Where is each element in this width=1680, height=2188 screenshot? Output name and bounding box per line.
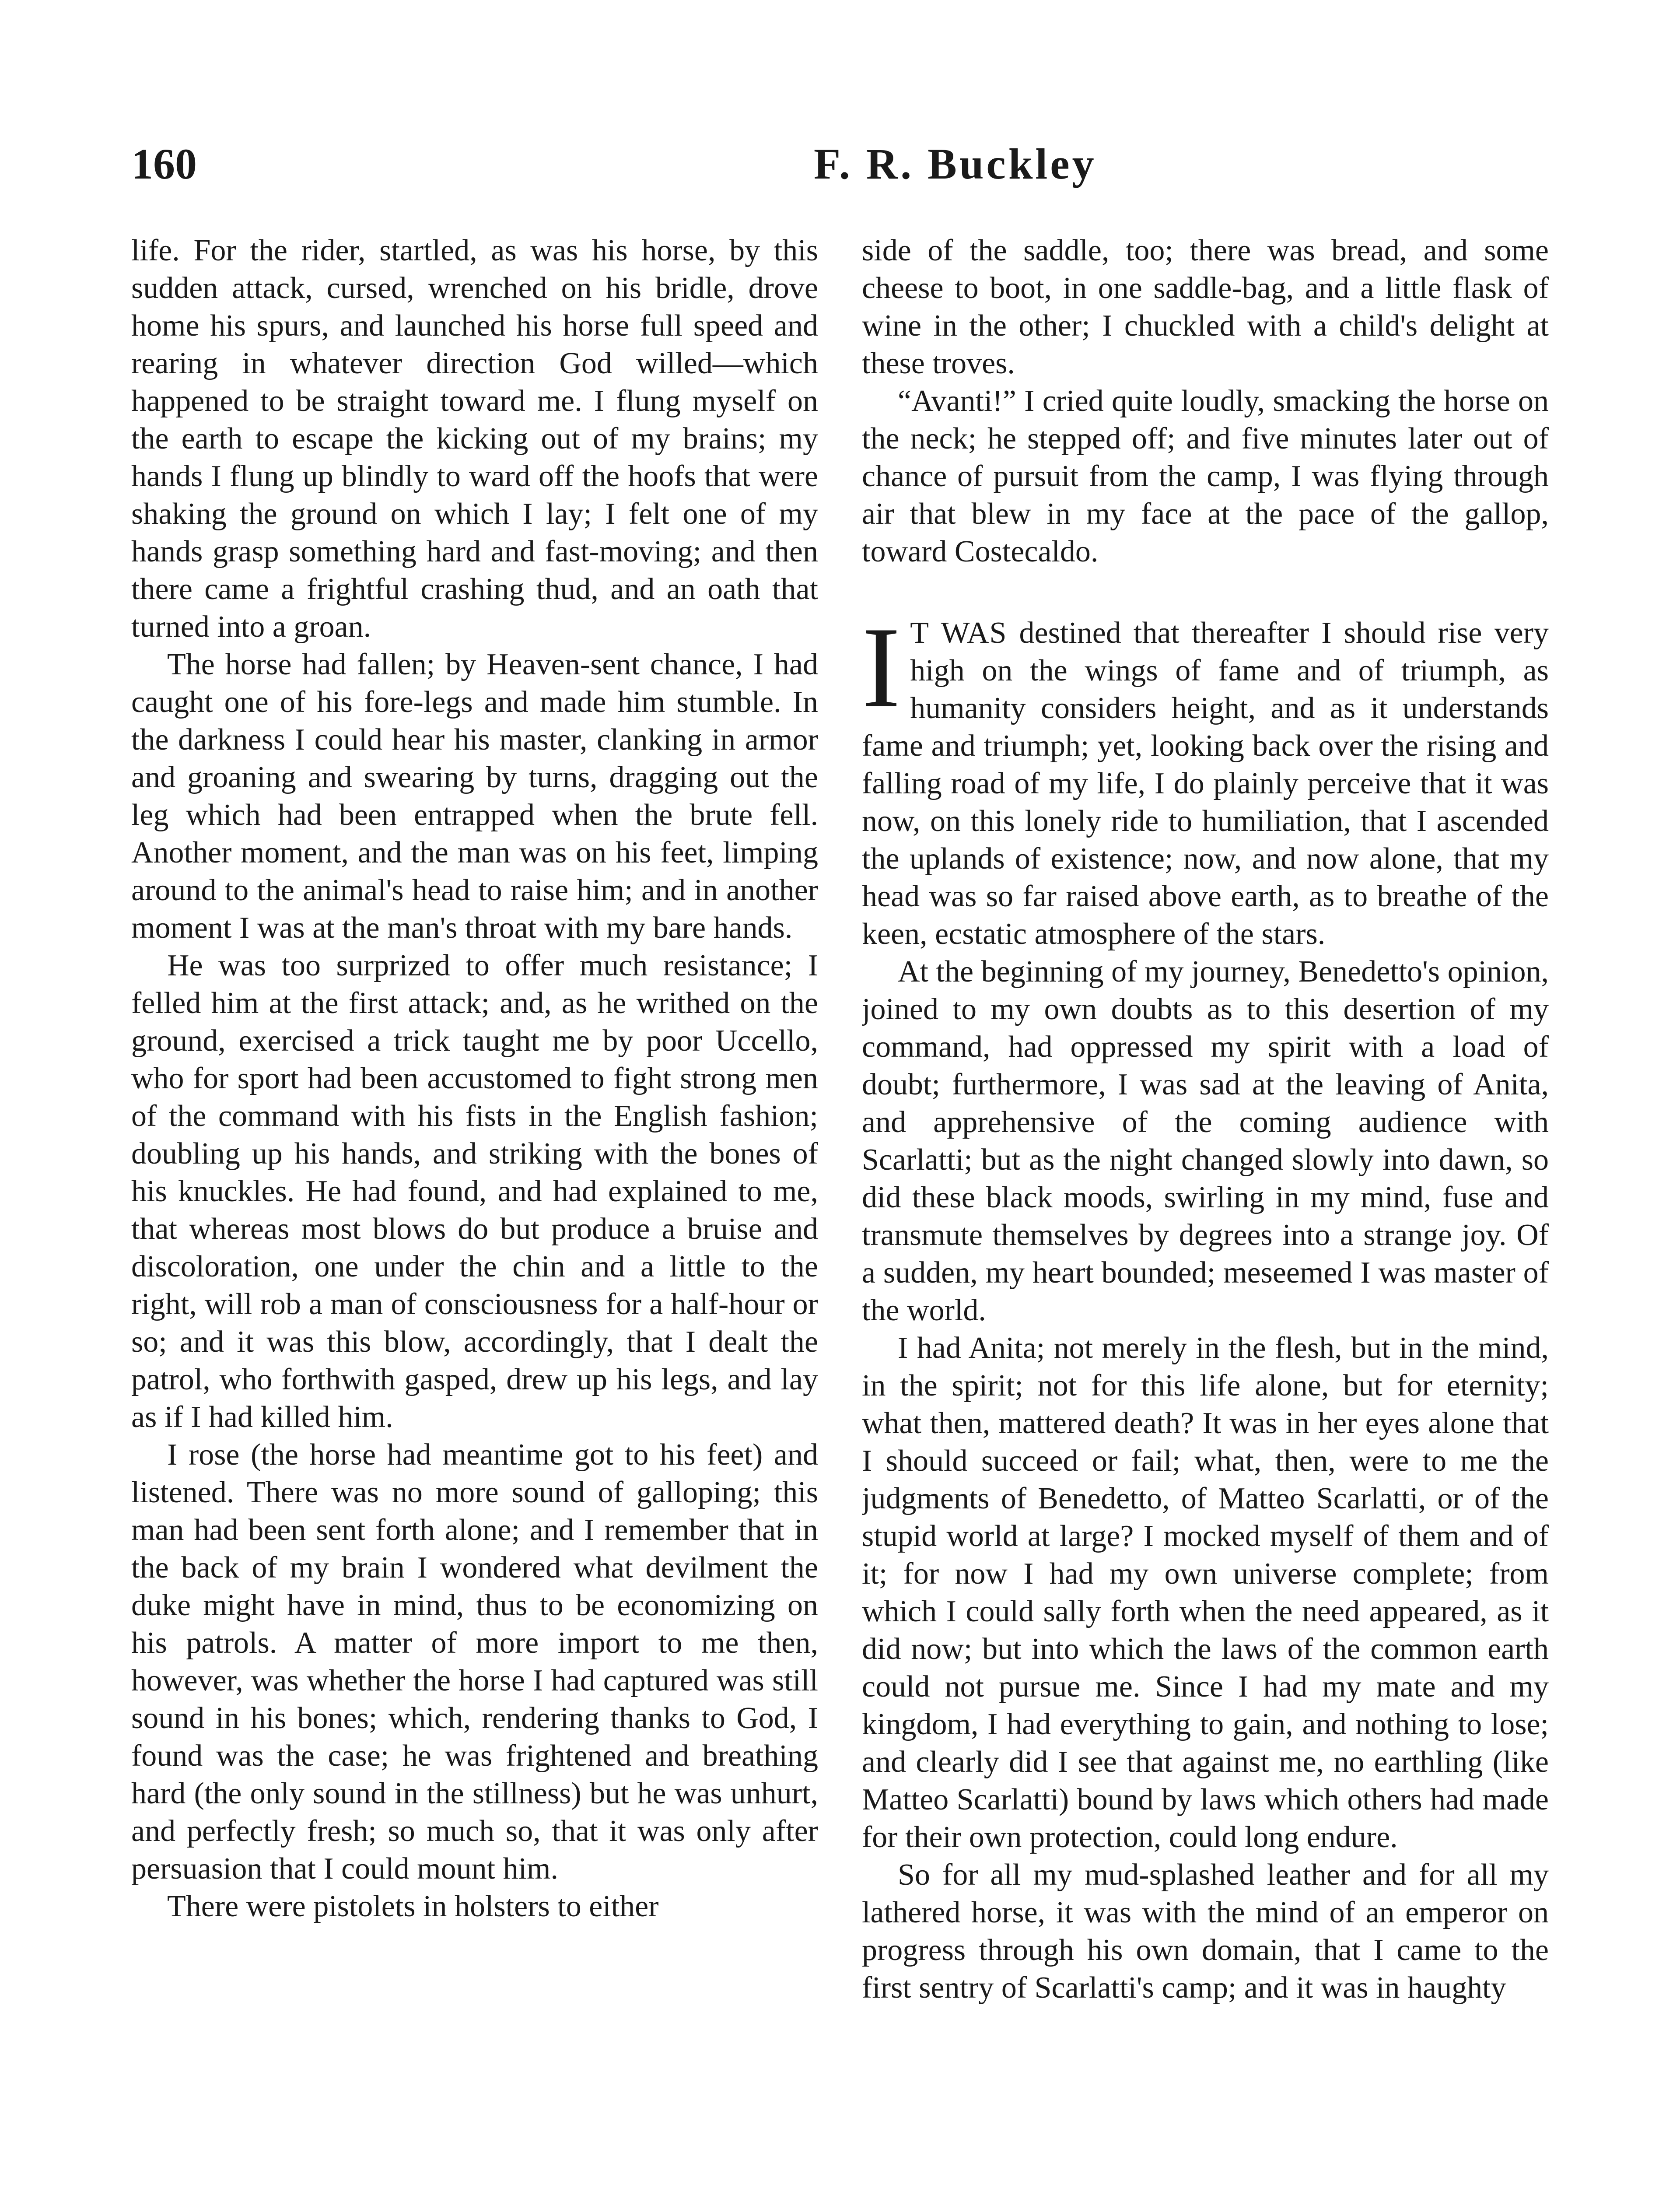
drop-cap-paragraph xyxy=(862,603,1549,953)
paragraph: side of the saddle, too; there was bread, and some cheese to boot, in one saddle-bag, and a little flask of wine in the other; I chuckled with a child's delight at these troves. xyxy=(862,234,1549,380)
drop-cap-paragraph-text: destined that thereafter I should rise very high on the wings of fame and of triumph, as humanity considers height, and as it understands fame and triumph; yet, looking back over the rising and falling road of my life, I do plainly perceive that it was now, on this lonely ride to humiliation, that I ascended the uplands of existence; now, and now alone, that my head was so far raised above earth, as to breathe of the keen, ecstatic atmosphere of the stars. xyxy=(862,616,1549,951)
paragraph: I had Anita; not merely in the flesh, but in the mind, in the spirit; not for this life alone, but for eternity; what then, mattered death? It was in her eyes alone that I should succeed or fail; what, then, were to me the judgments of Benedetto, of Matteo Scarlatti, or of the stupid world at large? I mocked myself of them and of it; for now I had my own universe complete; from which I could sally forth when the need appeared, as it did now; but into which the laws of the common earth could not pursue me. Since I had my mate and my kingdom, I had everything to gain, and nothing to lose; and clearly did I see that against me, no earthling (like Matteo Scarlatti) bound by laws which others had made for their own protection, could long endure. xyxy=(862,1331,1549,1854)
paragraph: So for all my mud-splashed leather and for all my lathered horse, it was with the mind of an emperor on progress through his own domain, that I came to the first sentry of Scarlatti's camp; and it was in haughty xyxy=(862,1858,1549,2005)
running-head-author: F. R. Buckley xyxy=(814,140,1097,188)
paragraph: I rose (the horse had meantime got to his feet) and listened. There was no more sound of galloping; this man had been sent forth alone; and I remember that in the back of my brain I wondered what devilment the duke might have in mind, thus to be economizing on his patrols. A matter of more import to me then, however, was whether the horse I had captured was still sound in his bones; which, rendering thanks to God, I found was the case; he was frightened and breathing hard (the only sound in the stillness) but he was unhurt, and perfectly fresh; so much so, that it was only after persuasion that I could mount him. xyxy=(131,1438,818,1886)
paragraph: The horse had fallen; by Heaven-sent chance, I had caught one of his fore-legs and made him stumble. In the darkness I could hear his master, clanking in armor and groaning and swearing by turns, dragging out the leg which had been entrapped when the brute fell. Another moment, and the man was on his feet, limping around to the animal's head to raise him; and in another moment I was at the man's throat with my bare hands. xyxy=(131,648,818,945)
drop-cap-letter: I xyxy=(862,603,901,732)
left-text-column xyxy=(131,232,818,2188)
paragraph: He was too surprized to offer much resistance; I felled him at the first attack; and, as he writhed on the ground, exercised a trick taught me by poor Uccello, who for sport had been accustomed to fight strong men of the command with his fists in the English fashion; doubling up his hands, and striking with the bones of his knuckles. He had found, and had explained to me, that whereas most blows do but produce a bruise and discoloration, one under the chin and a little to the right, will rob a man of consciousness for a half-hour or so; and it was this blow, accordingly, that I dealt the patrol, who forthwith gasped, drew up his legs, and lay as if I had killed him. xyxy=(131,949,818,1434)
page-number: 160 xyxy=(131,140,197,188)
section-break xyxy=(862,571,1549,614)
paragraph: At the beginning of my journey, Benedetto's opinion, joined to my own doubts as to this desertion of my command, had oppressed my spirit with a load of doubt; furthermore, I was sad at the leaving of Anita, and apprehensive of the coming audience with Scarlatti; but as the night changed slowly into dawn, so did these black moods, swirling in my mind, fuse and transmute themselves by degrees into a strange joy. Of a sudden, my heart bounded; meseemed I was master of the world. xyxy=(862,955,1549,1327)
small-caps-lead: T WAS xyxy=(910,616,1007,650)
paragraph: There were pistolets in holsters to either xyxy=(167,1890,659,1923)
page-header xyxy=(131,131,1553,206)
paragraph: “Avanti!” I cried quite loudly, smacking the horse on the neck; he stepped off; and five minutes later out of chance of pursuit from the camp, I was flying through air that blew in my face at the pace of the gallop, toward Costecaldo. xyxy=(862,384,1549,568)
right-text-column xyxy=(862,232,1549,2188)
paragraph: life. For the rider, startled, as was his horse, by this sudden attack, cursed, wrenched on his bridle, drove home his spurs, and launched his horse full speed and rearing in whatever direction God willed—which happened to be straight toward me. I flung myself on the earth to escape the kicking out of my brains; my hands I flung up blindly to ward off the hoofs that were shaking the ground on which I lay; I felt one of my hands grasp something hard and fast-moving; and then there came a frightful crashing thud, and an oath that turned into a groan. xyxy=(131,234,818,644)
